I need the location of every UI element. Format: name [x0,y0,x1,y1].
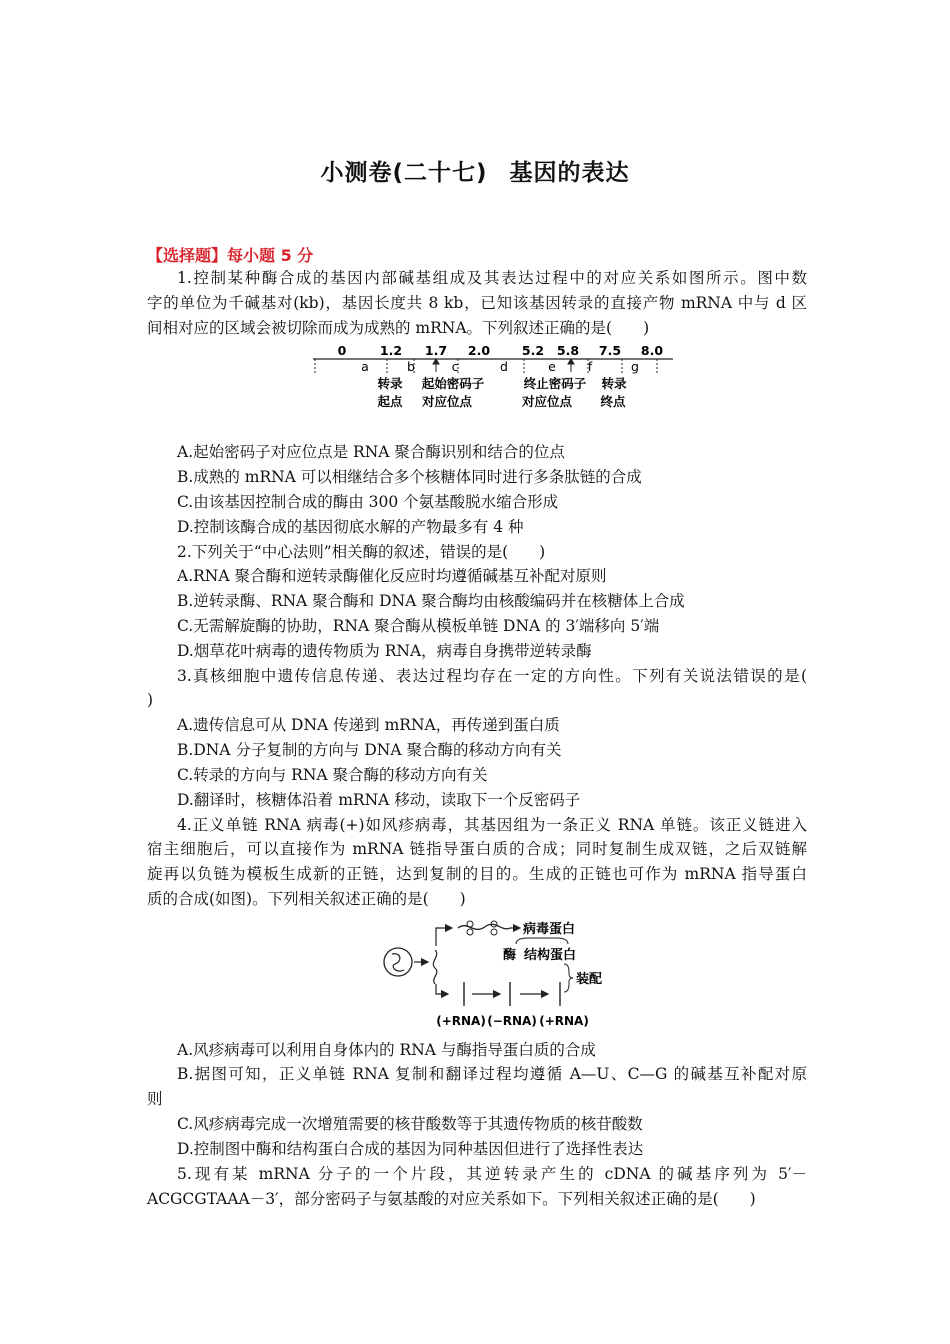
segment-label: c [451,359,459,374]
structural-protein-label: 结构蛋白 [524,948,577,963]
q1-stem-line-3: 间相对应的区域会被切除而成为成熟的 mRNA。下列叙述正确的是( ) [147,319,650,337]
q3-option-a: A.遗传信息可从 DNA 传递到 mRNA，再传递到蛋白质 [177,716,560,734]
q2-option-a: A.RNA 聚合酶和逆转录酶催化反应时均遵循碱基互补配对原则 [177,567,607,585]
segment-label: a [361,359,369,374]
tx-start-label: 起点 [377,394,403,409]
assembly-label: 装配 [576,972,603,987]
q2-option-b: B.逆转录酶、RNA 聚合酶和 DNA 聚合酶均由核酸编码并在核糖体上合成 [177,592,685,610]
q1-option-b: B.成熟的 mRNA 可以相继结合多个核糖体同时进行多条肽链的合成 [177,468,642,486]
segment-label: e [548,359,556,374]
q3-stem-line-1: 3.真核细胞中遗传信息传递、表达过程均存在一定的方向性。下列有关说法错误的是( [177,667,807,685]
virus-icon [384,948,412,976]
q4-stem-line-4: 质的合成(如图)。下列相关叙述正确的是( ) [147,890,466,908]
q1-option-a: A.起始密码子对应位点是 RNA 聚合酶识别和结合的位点 [177,443,565,461]
tx-end-label: 终点 [600,394,626,409]
q3-stem-line-2: ) [147,691,154,709]
tick-label: 1.2 [379,343,403,358]
q5-stem-line-1: 5.现有某 mRNA 分子的一个片段，其逆转录产生的 cDNA 的碱基序列为 5′－ [177,1165,807,1183]
q3-option-c: C.转录的方向与 RNA 聚合酶的移动方向有关 [177,766,488,784]
segment-label: f [587,359,593,374]
tick-label: 7.5 [598,343,622,358]
section-heading: 【选择题】每小题 5 分 [147,246,314,265]
q1-stem-line-1: 1.控制某种酶合成的基因内部碱基组成及其表达过程中的对应关系如图所示。图中数 [177,269,807,287]
virus-protein-label: 病毒蛋白 [523,922,576,937]
tick-label: 1.7 [424,343,448,358]
q1-stem-line-2: 字的单位为千碱基对(kb)，基因长度共 8 kb，已知该基因转录的直接产物 mRNA 中与 d 区 [147,294,807,312]
q5-stem-line-2: ACGCGTAAA－3′，部分密码子与氨基酸的对应关系如下。下列相关叙述正确的是( ) [147,1190,756,1208]
start-codon-label: 对应位点 [421,394,473,409]
q4-stem-line-1: 4.正义单链 RNA 病毒(+)如风疹病毒，其基因组为一条正义 RNA 单链。该正义链进入 [177,816,807,834]
q2-option-c: C.无需解旋酶的协助，RNA 聚合酶从模板单链 DNA 的 3′端移向 5′端 [177,617,660,635]
rna-label: (+RNA) [539,1014,589,1028]
tick-label: 2.0 [467,343,491,358]
q4-option-a: A.风疹病毒可以利用自身体内的 RNA 与酶指导蛋白质的合成 [177,1041,596,1059]
q4-option-d: D.控制图中酶和结构蛋白合成的基因为同种基因但进行了选择性表达 [177,1140,644,1158]
page-title [0,154,950,187]
tick-label: 5.2 [521,343,545,358]
rna-label: (−RNA) [487,1014,537,1028]
tick-label: 0 [337,343,347,358]
q3-option-d: D.翻译时，核糖体沿着 mRNA 移动，读取下一个反密码子 [177,791,581,809]
enzyme-label: 酶 [503,948,517,963]
q4-option-c: C.风疹病毒完成一次增殖需要的核苷酸数等于其遗传物质的核苷酸数 [177,1115,643,1133]
stop-codon-label: 终止密码子 [523,376,587,391]
segment-label: g [631,359,639,374]
q4-stem-line-3: 旋再以负链为模板生成新的正链，达到复制的目的。生成的正链也可作为 mRNA 指导蛋白 [147,865,807,883]
stop-codon-label: 对应位点 [521,394,573,409]
tx-end-label: 转录 [601,376,627,391]
q4-option-b-cont: 则 [147,1090,163,1108]
tx-start-label: 转录 [377,376,403,391]
tick-label: 8.0 [640,343,664,358]
q1-option-d: D.控制该酶合成的基因彻底水解的产物最多有 4 种 [177,518,524,536]
q1-option-c: C.由该基因控制合成的酶由 300 个氨基酸脱水缩合形成 [177,493,559,511]
segment-label: b [407,359,415,374]
rna-virus-figure [378,912,618,1034]
q2-stem: 2.下列关于“中心法则”相关酶的叙述，错误的是( ) [177,543,546,561]
q4-stem-line-2: 宿主细胞后，可以直接作为 mRNA 链指导蛋白质的合成；同时复制生成双链，之后双链解 [147,840,807,858]
tick-label: 5.8 [556,343,580,358]
gene-structure-figure [305,340,680,415]
rna-label: (+RNA) [436,1014,486,1028]
q4-option-b: B.据图可知，正义单链 RNA 复制和翻译过程均遵循 A—U、C—G 的碱基互补配对原 [177,1065,807,1083]
segment-label: d [500,359,508,374]
start-codon-label: 起始密码子 [421,376,485,391]
q3-option-b: B.DNA 分子复制的方向与 DNA 聚合酶的移动方向有关 [177,741,562,759]
title-part-b: 基因的表达 [509,160,630,186]
q2-option-d: D.烟草花叶病毒的遗传物质为 RNA，病毒自身携带逆转录酶 [177,642,592,660]
title-part-a: 小测卷(二十七) [320,160,488,186]
